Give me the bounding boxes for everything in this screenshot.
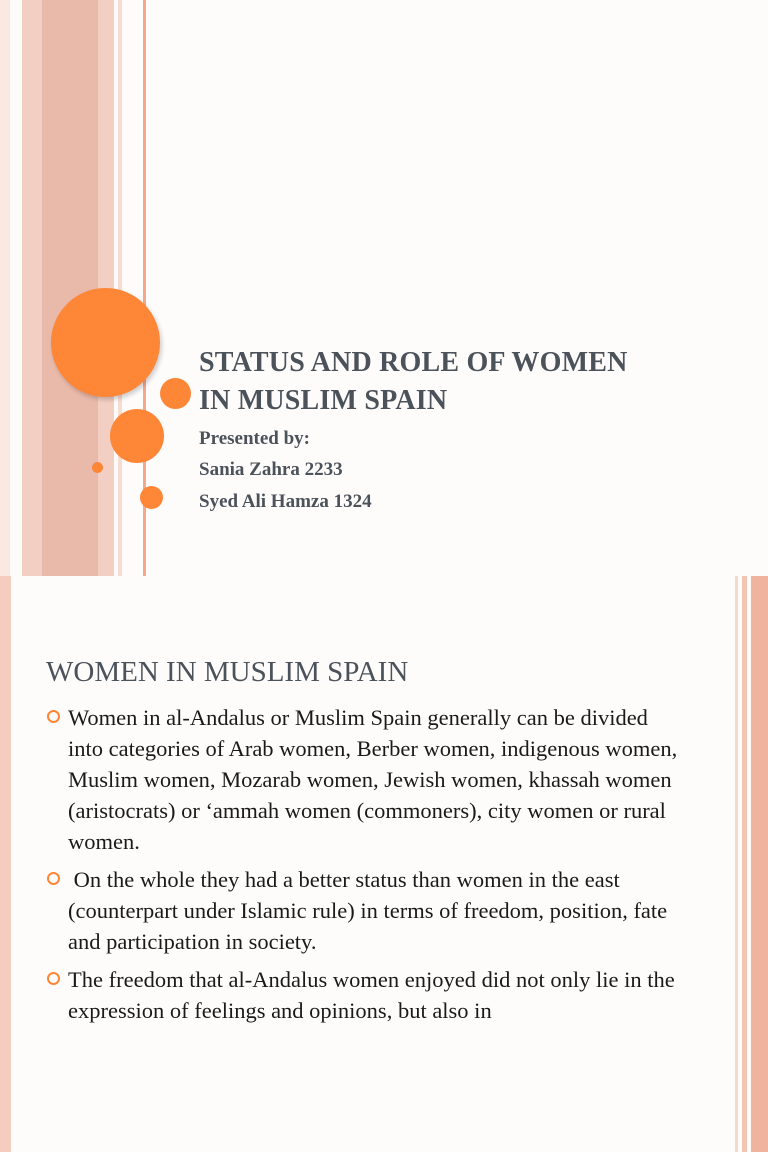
circle-bullet-icon <box>47 872 60 885</box>
decorative-stripe <box>0 576 11 1152</box>
list-item <box>46 964 686 1026</box>
content-slide <box>0 576 768 1152</box>
circle-bullet-icon <box>47 710 60 723</box>
bullet-text: Women in al-Andalus or Muslim Spain generally can be divided into categories of Arab women, Berber women, indigenous women, Muslim women, Mozarab women, Jewish women, khassah women (aristocrats) or ‘ammah women (commoners), city women or rural women. <box>68 705 678 854</box>
title-line-1: STATUS AND ROLE OF WOMEN <box>199 347 628 378</box>
presenter-name: Syed Ali Hamza 1324 <box>199 491 372 512</box>
decorative-stripe <box>42 0 98 576</box>
decorative-circle-small <box>160 378 191 409</box>
decorative-stripe <box>0 0 10 576</box>
decorative-circle-medium <box>110 409 164 463</box>
decorative-stripe <box>735 576 738 1152</box>
title-line-2: IN MUSLIM SPAIN <box>199 385 448 416</box>
presentation-title <box>199 344 719 420</box>
decorative-circle-tiny <box>92 462 103 473</box>
decorative-circle-large <box>51 288 160 397</box>
bullet-list <box>46 702 686 1033</box>
presented-by-label: Presented by: <box>199 428 310 449</box>
presenter-name: Sania Zahra 2233 <box>199 459 343 480</box>
decorative-stripe <box>742 576 747 1152</box>
decorative-circle-small <box>140 486 163 509</box>
list-item <box>46 702 686 857</box>
slide-title: WOMEN IN MUSLIM SPAIN <box>46 656 409 688</box>
decorative-stripe <box>751 576 768 1152</box>
bullet-text: The freedom that al-Andalus women enjoyed did not only lie in the expression of feelings and opinions, but also in <box>68 967 675 1023</box>
circle-bullet-icon <box>47 972 60 985</box>
bullet-text: On the whole they had a better status than women in the east (counterpart under Islamic rule) in terms of freedom, position, fate and participation in society. <box>68 867 673 954</box>
decorative-stripe <box>22 0 42 576</box>
list-item <box>46 864 686 957</box>
decorative-stripe <box>118 0 122 576</box>
